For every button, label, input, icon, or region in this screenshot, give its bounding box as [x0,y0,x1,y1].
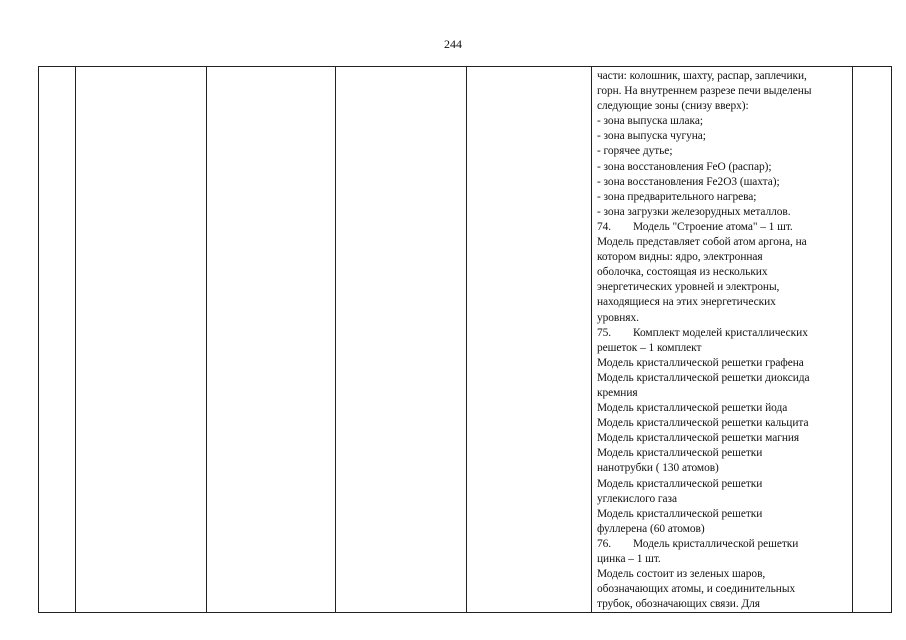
text-line: - зона загрузки железорудных металлов. [597,205,791,218]
item-number: 74. [597,220,612,233]
text-line: энергетических уровней и электроны, [597,281,780,294]
text-line: Модель кристаллической решетки диоксида [597,371,810,384]
text-line: Модель кристаллической решетки [597,477,763,490]
item-number: 75. [597,326,612,339]
text-line: Модель кристаллической решетки кальцита [597,417,809,430]
text-line: Модель кристаллической решетки йода [597,402,788,415]
text-line: Модель состоит из зеленых шаров, [597,568,766,581]
table-cell-4 [336,67,467,613]
text-line: - зона выпуска шлака; [597,115,703,128]
item-74-heading [592,220,852,235]
text-line: уровнях. [597,311,639,324]
text-line: - зона восстановления FeO (распар); [597,160,772,173]
item-76-heading [592,537,852,552]
document-table [38,66,892,613]
text-line: оболочка, состоящая из нескольких [597,266,768,279]
text-line: Модель кристаллической решетки графена [597,356,804,369]
table-cell-7 [853,67,892,613]
item-title: Модель кристаллической решетки [633,537,799,550]
item-number: 76. [597,537,612,550]
text-line: нанотрубки ( 130 атомов) [597,462,719,475]
table-cell-5 [467,67,592,613]
item-75-heading [592,326,852,341]
text-line: находящиеся на этих энергетических [597,296,776,309]
text-line: - зона выпуска чугуна; [597,130,706,143]
text-line: - зона предварительного нагрева; [597,190,757,203]
item-title: Комплект моделей кристаллических [633,326,808,339]
text-line: следующие зоны (снизу вверх): [597,100,749,113]
page-number: 244 [444,37,462,51]
text-line: обозначающих атомы, и соединительных [597,583,796,596]
table-cell-description [592,67,853,613]
text-line: углекислого газа [597,492,678,505]
text-line: Модель кристаллической решетки [597,447,763,460]
text-line: Модель кристаллической решетки [597,507,763,520]
table-cell-2 [76,67,207,613]
text-line: фуллерена (60 атомов) [597,522,705,535]
table-cell-1 [39,67,76,613]
table-cell-3 [207,67,336,613]
text-line: части: колошник, шахту, распар, заплечики, [597,70,807,82]
text-line: - зона восстановления Fe2O3 (шахта); [597,175,780,188]
text-line: - горячее дутье; [597,145,673,158]
text-line: кремния [597,386,638,399]
item-title: Модель "Строение атома" – 1 шт. [633,220,793,233]
text-line: трубок, обозначающих связи. Для [597,598,760,611]
text-line: Модель представляет собой атом аргона, на [597,236,807,249]
table-row [39,67,892,613]
text-line: цинка – 1 шт. [597,553,661,565]
text-line: решеток – 1 комплект [597,341,702,354]
text-line: горн. На внутреннем разрезе печи выделены [597,85,812,98]
text-line: Модель кристаллической решетки магния [597,432,800,445]
text-line: котором видны: ядро, электронная [597,251,763,264]
